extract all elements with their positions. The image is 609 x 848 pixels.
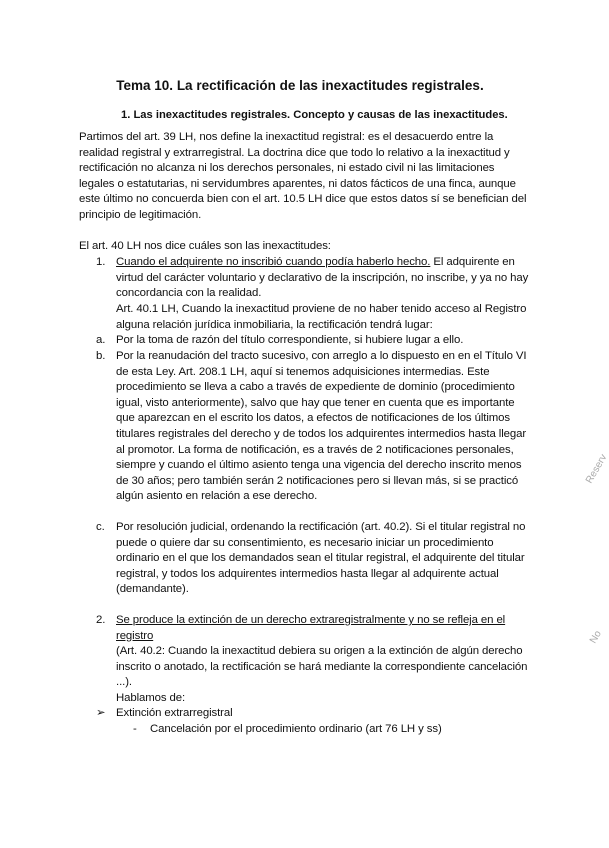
list-item-2: [116, 613, 532, 644]
bullet-text: Extinción extrarregistral: [116, 707, 233, 719]
item-1-text: El adquirente en virtud del carácter voluntario y declarativo de la inscripción, no inscribe, y ya no hay concordancia con la realidad.: [116, 256, 529, 300]
section-number: 1.: [121, 109, 131, 121]
item-2-hablamos: Hablamos de:: [116, 692, 186, 704]
item-2-heading: Se produce la extinción de un derecho extraregistralmente y no se refleja en el registro: [116, 614, 506, 642]
section-heading: [121, 109, 508, 121]
section-title: Las inexactitudes registrales. Concepto y causas de las inexactitudes.: [133, 109, 508, 121]
page-title: Tema 10. La rectificación de las inexactitudes registrales.: [116, 78, 484, 93]
subitem-c: Por resolución judicial, ordenando la rectificación (art. 40.2). Si el titular registral no puede o quiere dar su consentimiento, es necesario iniciar un procedimiento ordinario en el que los demandados sean el titular registral, el adquirente del titular registral, y todos los adquirentes intermedios hasta llegar al adquirente actual (demandante).: [116, 521, 526, 596]
dash-text: Cancelación por el procedimiento ordinario (art 76 LH y ss): [150, 723, 442, 735]
list-item-1: [116, 255, 532, 302]
subitem-b: Por la reanudación del tracto sucesivo, con arreglo a lo dispuesto en en el Título VI de esta Ley. Art. 208.1 LH, aquí si tenemos adquisiciones intermedias. Este procedimiento se lleva a cabo a través de expediente de dominio (procedimiento igual, visto anteriormente), salvo que hay que tener en cuenta que es importante que aparezcan en el escrito los datos, a efectos de notificaciones de los últimos titulares registrales del derecho y de todos los adquirentes intermedios hasta llegar al promotor. La forma de notificación, es a través de 2 notificaciones personales, siempre y cuando el último asiento tenga una vigencia del derecho inscrito menos de 30 años; pero también serán 2 notificaciones pero si llevan más, si se practicó algún asiento en relación a ese derecho.: [116, 350, 527, 503]
item-2-article: (Art. 40.2: Cuando la inexactitud debiera su origen a la extinción de algún derecho inscrito o anotado, la rectificación se hará mediante la correspondiente cancelación ...).: [116, 645, 528, 689]
paragraph-definition: Partimos del art. 39 LH, nos define la inexactitud registral: es el desacuerdo entre la realidad registral y extrarregistral. La doctrina dice que todo lo relativo a la inexactitud y rectificación no alcanza ni los derechos personales, ni estado civil ni las limitaciones legales o estatutarias, ni servidumbres aparentes, ni datos fácticos de una finca, aunque este último no concuerda bien con el art. 10.5 LH dice que estos datos sí se benefician del principio de legitimación.: [79, 131, 527, 221]
subitem-letter: b.: [96, 350, 106, 362]
paragraph-intro: El art. 40 LH nos dice cuáles son las inexactitudes:: [79, 240, 331, 252]
arrow-bullet-icon: ➢: [96, 707, 106, 719]
subitem-letter: a.: [96, 334, 106, 346]
subitem-a: Por la toma de razón del título correspondiente, si hubiere lugar a ello.: [116, 334, 464, 346]
list-number: 1.: [96, 256, 106, 268]
list-number: 2.: [96, 614, 106, 626]
subitem-letter: c.: [96, 521, 105, 533]
dash-icon: -: [133, 723, 137, 735]
item-1-heading: Cuando el adquirente no inscribió cuando podía haberlo hecho.: [116, 256, 431, 268]
watermark-text: Reserv: [584, 452, 609, 486]
watermark-text: No: [588, 628, 604, 646]
item-1-article: Art. 40.1 LH, Cuando la inexactitud proviene de no haber tenido acceso al Registro alguna relación jurídica inmobiliaria, la rectificación tendrá lugar:: [116, 303, 527, 331]
